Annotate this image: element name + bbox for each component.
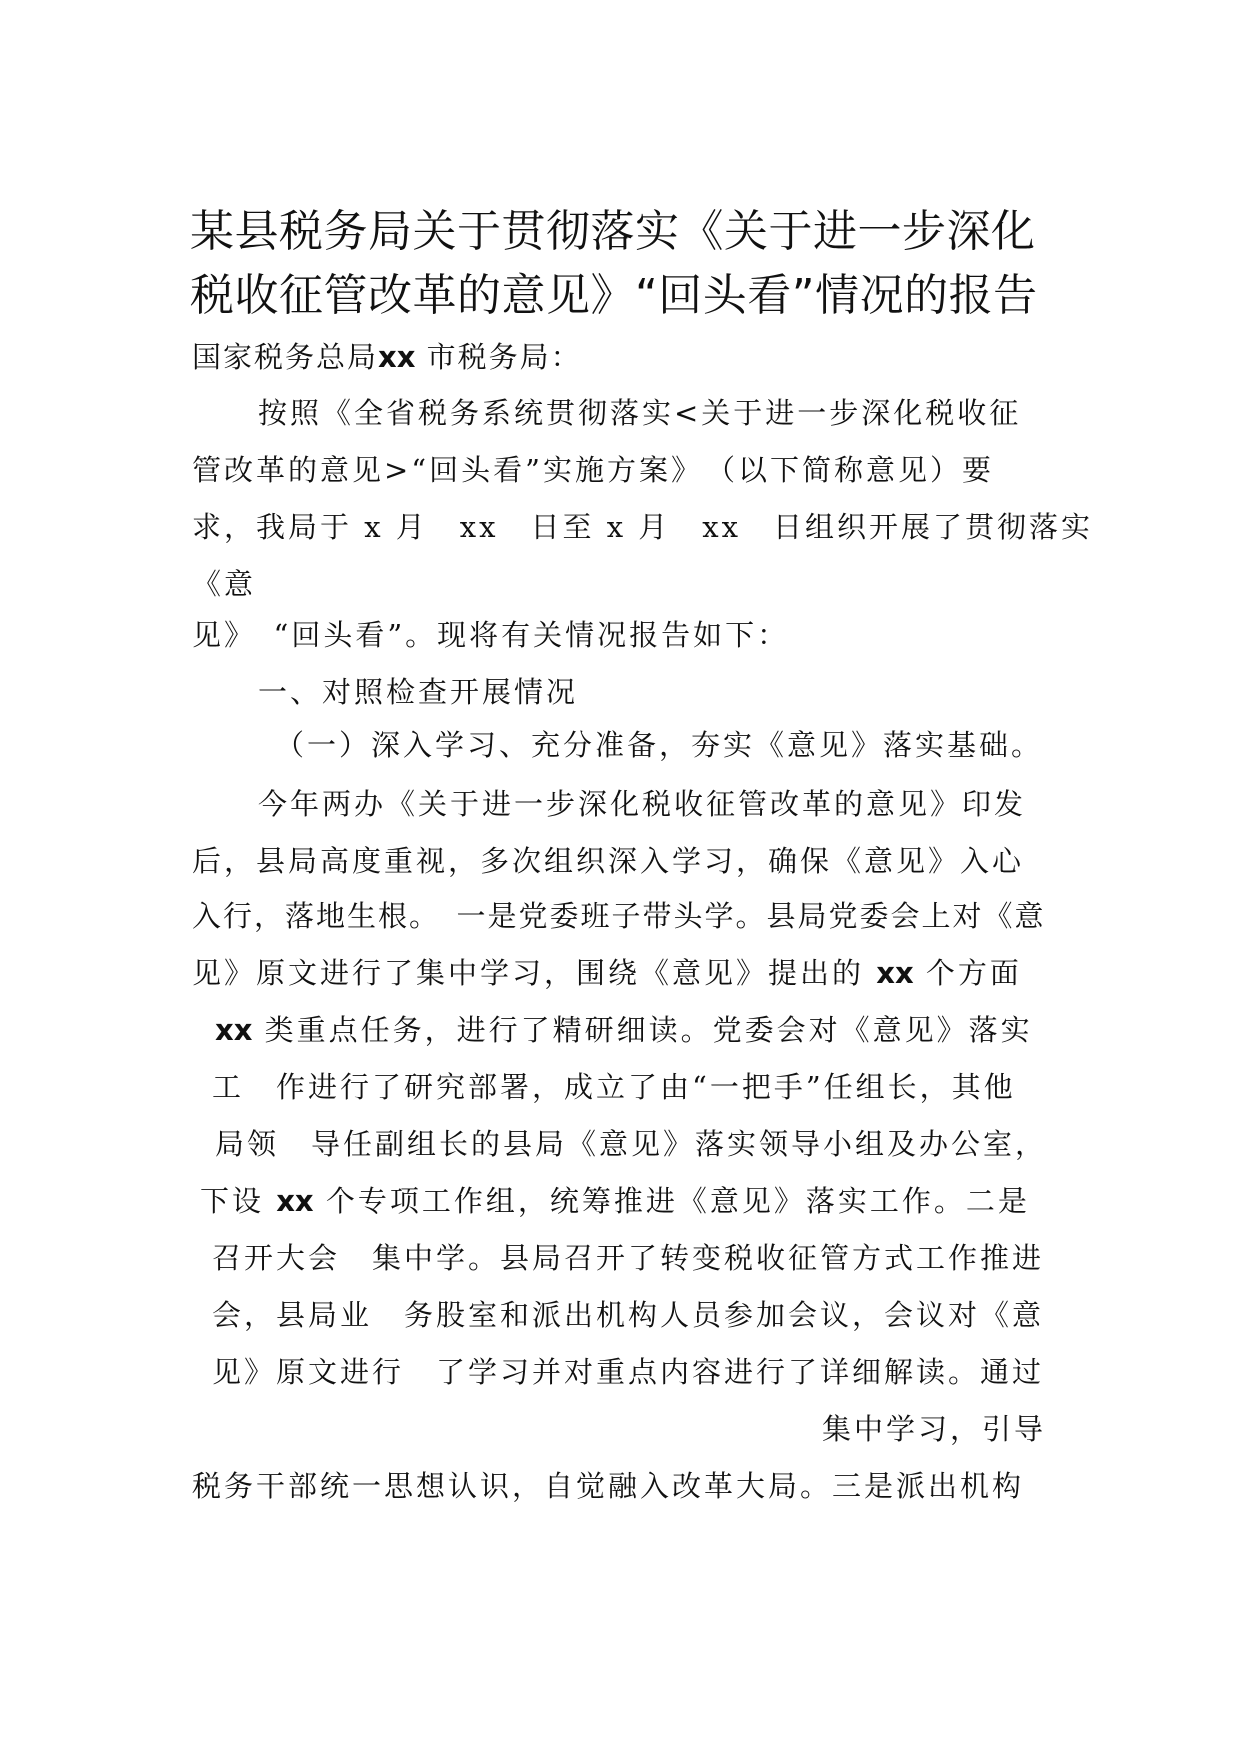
body-line-8-start: 下设 <box>200 1184 277 1218</box>
salutation-suffix: 市税务局： <box>415 340 582 374</box>
body-line-4 <box>192 953 1022 993</box>
intro-line-4: 《意 <box>192 567 257 601</box>
body-line-4-code: xx <box>876 956 914 990</box>
intro-line-5: 见》 “回头看”。现将有关情况报告如下： <box>192 618 790 652</box>
body-line-3: 入行，落地生根。 一是党委班子带头学。县局党委会上对《意 <box>192 899 1046 933</box>
section-heading: 一、对照检查开展情况 <box>258 675 579 709</box>
document-title <box>190 200 1070 328</box>
intro-line-2: 管改革的意见>“回头看”实施方案》 （以下简称意见）要 <box>192 453 994 487</box>
body-line-2: 后，县局高度重视，多次组织深入学习，确保《意见》入心 <box>192 844 1025 878</box>
body-line-5 <box>215 1010 1033 1050</box>
salutation <box>192 337 582 377</box>
body-line-1: 今年两办《关于进一步深化税收征管改革的意见》印发 <box>258 787 1027 821</box>
title-line-1: 某县税务局关于贯彻落实《关于进一步深化 <box>190 206 1036 257</box>
body-line-12: 集中学习，引导 <box>822 1412 1047 1446</box>
body-line-8-text: 个专项工作组，统筹推进《意见》落实工作。二是 <box>313 1184 1030 1218</box>
subsection-heading: （一）深入学习、充分准备，夯实《意见》落实基础。 <box>275 728 1044 762</box>
salutation-code: xx <box>378 340 416 374</box>
body-line-6: 工 作进行了研究部署，成立了由“一把手”任组长，其他 <box>212 1070 1016 1104</box>
body-line-9: 召开大会 集中学。县局召开了转变税收征管方式工作推进 <box>212 1241 1045 1275</box>
body-line-10: 会，县局业 务股室和派出机构人员参加会议，会议对《意 <box>212 1298 1045 1332</box>
body-line-4-text: 见》原文进行了集中学习，围绕《意见》提出的 <box>192 956 877 990</box>
body-line-11: 见》原文进行 了学习并对重点内容进行了详细解读。通过 <box>212 1355 1045 1389</box>
body-line-8 <box>200 1181 1030 1221</box>
intro-line-1: 按照《全省税务系统贯彻落实<关于进一步深化税收征 <box>258 396 1022 430</box>
body-line-5-code: xx <box>215 1013 253 1047</box>
body-line-4-end: 个方面 <box>913 956 1022 990</box>
body-line-7: 局领 导任副组长的县局《意见》落实领导小组及办公室， <box>215 1127 1048 1161</box>
intro-line-3: 求，我局于 x 月 xx 日至 x 月 xx 日组织开展了贯彻落实 <box>192 510 1094 544</box>
body-line-13: 税务干部统一思想认识，自觉融入改革大局。三是派出机构 <box>192 1469 1025 1503</box>
title-line-2: 税收征管改革的意见》“回头看”情况的报告 <box>190 270 1038 321</box>
body-line-5-text: 类重点任务，进行了精研细读。党委会对《意见》落实 <box>252 1013 1033 1047</box>
body-line-8-code: xx <box>276 1184 314 1218</box>
salutation-prefix: 国家税务总局 <box>192 340 379 374</box>
